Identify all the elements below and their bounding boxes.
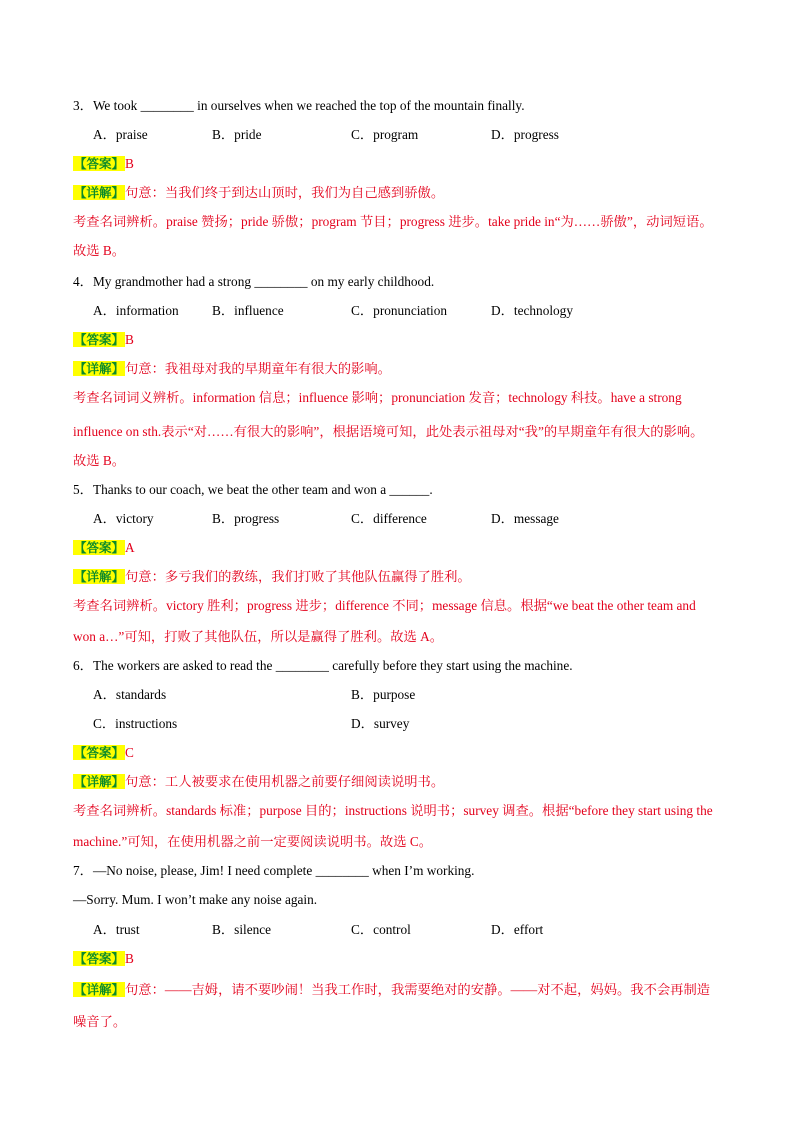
detail-tag: 【详解】 [74,185,125,200]
option-d: D．survey [351,716,410,731]
detail-text: 句意：工人被要求在使用机器之前要仔细阅读说明书。 [125,774,445,789]
option-d: D．progress [491,127,559,142]
detail-line [73,360,760,378]
answer-line [73,155,760,173]
option-c: C．difference [351,511,427,526]
option-d: D．message [491,511,559,526]
detail-text: 考查名词辨析。victory 胜利；progress 进步；difference 不同；message 信息。根据“we beat the other team and [73,598,696,613]
option-c: C．program [351,127,419,142]
option-c: C．instructions [93,716,178,731]
detail-line [73,568,760,586]
answer-line [73,331,760,349]
answer-tag: 【答案】 [74,156,125,171]
option-c: C．control [351,922,411,937]
option-a: A．victory [93,511,154,526]
option-a: A．standards [93,687,167,702]
detail-text: 噪音了。 [73,1014,127,1029]
detail-line [73,184,760,202]
option-a: A．praise [93,127,148,142]
answer-value: C [125,745,134,760]
answer-line [73,744,760,762]
answer-line [73,539,760,557]
question-7-stem-reply: —Sorry. Mum. I won’t make any noise again. [73,892,318,907]
answer-tag: 【答案】 [74,332,125,347]
option-b: B．silence [212,922,272,937]
answer-line [73,950,760,968]
detail-text: 考查名词辨析。standards 标准；purpose 目的；instructions 说明书；survey 调查。根据“before they start using the [73,803,713,818]
detail-text: influence on sth.表示“对……有很大的影响”，根据语境可知，此处表示祖母对“我”的早期童年有很大的影响。 [73,424,704,439]
answer-value: B [125,332,134,347]
detail-tag: 【详解】 [74,569,125,584]
answer-value: A [125,540,135,555]
option-a: A．information [93,303,179,318]
detail-text: 句意：当我们终于到达山顶时，我们为自己感到骄傲。 [125,185,445,200]
detail-text: 故选 B。 [73,243,126,258]
option-b: B．progress [212,511,280,526]
question-5-stem: 5．Thanks to our coach, we beat the other team and won a ______. [73,482,433,497]
question-4-stem: 4．My grandmother had a strong ________ on my early childhood. [73,274,435,289]
answer-tag: 【答案】 [74,745,125,760]
detail-tag: 【详解】 [74,774,125,789]
detail-line [73,773,760,791]
detail-text: 句意：——吉姆，请不要吵闹！当我工作时，我需要绝对的安静。——对不起，妈妈。我不会再制造 [125,982,711,997]
detail-tag: 【详解】 [74,982,125,997]
detail-text: 句意：多亏我们的教练，我们打败了其他队伍赢得了胜利。 [125,569,471,584]
detail-text: 考查名词辨析。praise 赞扬；pride 骄傲；program 节目；progress 进步。take pride in“为……骄傲”，动词短语。 [73,214,713,229]
detail-text: 句意：我祖母对我的早期童年有很大的影响。 [125,361,391,376]
question-7-stem: 7．—No noise, please, Jim! I need complete ________ when I’m working. [73,863,475,878]
option-a: A．trust [93,922,140,937]
question-3-stem: 3．We took ________ in ourselves when we reached the top of the mountain finally. [73,98,525,113]
option-b: B．purpose [351,687,416,702]
option-c: C．pronunciation [351,303,448,318]
option-b: B．pride [212,127,262,142]
answer-value: B [125,156,134,171]
detail-text: machine.”可知，在使用机器之前一定要阅读说明书。故选 C。 [73,834,432,849]
answer-tag: 【答案】 [74,951,125,966]
detail-tag: 【详解】 [74,361,125,376]
detail-text: won a…”可知，打败了其他队伍，所以是赢得了胜利。故选 A。 [73,629,444,644]
option-d: D．effort [491,922,544,937]
detail-text: 考查名词词义辨析。information 信息；influence 影响；pronunciation 发音；technology 科技。have a strong [73,390,682,405]
detail-line [73,981,760,999]
answer-tag: 【答案】 [74,540,125,555]
question-6-stem: 6．The workers are asked to read the ________ carefully before they start using the machine. [73,658,573,673]
option-d: D．technology [491,303,573,318]
detail-text: 故选 B。 [73,453,126,468]
answer-value: B [125,951,134,966]
option-b: B．influence [212,303,284,318]
